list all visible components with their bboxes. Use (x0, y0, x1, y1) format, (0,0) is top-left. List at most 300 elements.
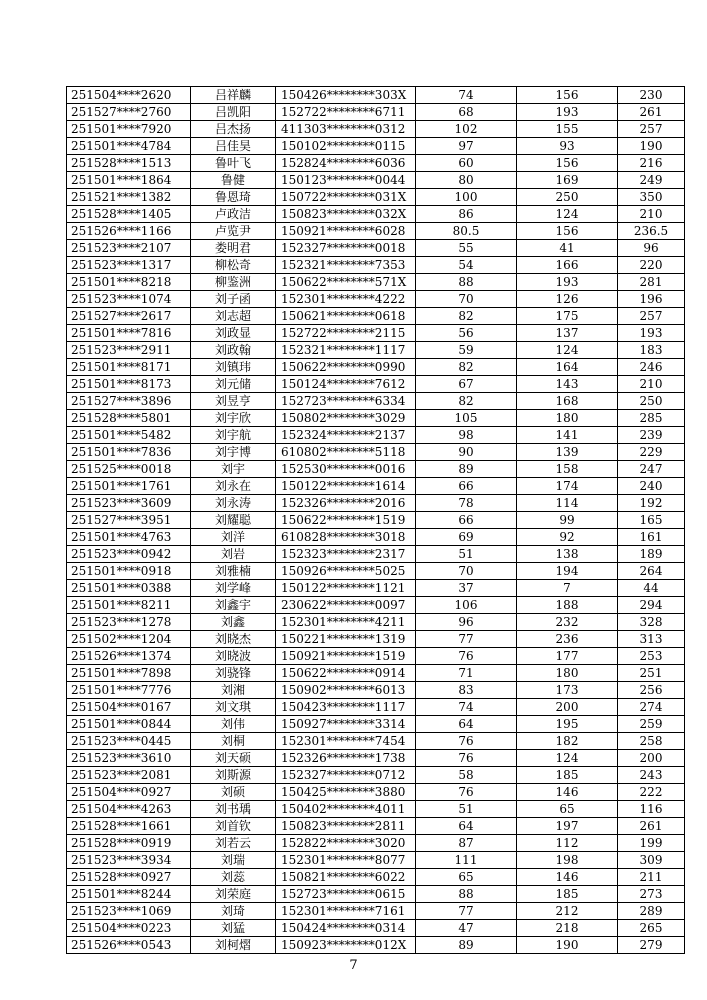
score-2-cell: 185 (517, 767, 618, 784)
total-score-cell: 210 (618, 206, 685, 223)
score-1-cell: 82 (416, 308, 517, 325)
total-score-cell: 199 (618, 835, 685, 852)
score-1-cell: 102 (416, 121, 517, 138)
score-1-cell: 54 (416, 257, 517, 274)
score-1-cell: 58 (416, 767, 517, 784)
name-cell: 刘学峰 (191, 580, 276, 597)
total-score-cell: 210 (618, 376, 685, 393)
exam-number-cell: 251527****3951 (67, 512, 191, 529)
score-1-cell: 66 (416, 478, 517, 495)
table-row (67, 733, 685, 750)
score-1-cell: 87 (416, 835, 517, 852)
name-cell: 刘猛 (191, 920, 276, 937)
exam-number-cell: 251501****1761 (67, 478, 191, 495)
score-2-cell: 146 (517, 869, 618, 886)
score-1-cell: 98 (416, 427, 517, 444)
name-cell: 刘昱亨 (191, 393, 276, 410)
id-card-cell: 152301********4211 (276, 614, 416, 631)
exam-number-cell: 251523****1317 (67, 257, 191, 274)
name-cell: 刘永涛 (191, 495, 276, 512)
id-card-cell: 150102********0115 (276, 138, 416, 155)
name-cell: 刘志超 (191, 308, 276, 325)
id-card-cell: 150722********031X (276, 189, 416, 206)
table-row (67, 597, 685, 614)
id-card-cell: 152722********6711 (276, 104, 416, 121)
table-row (67, 546, 685, 563)
total-score-cell: 216 (618, 155, 685, 172)
score-1-cell: 90 (416, 444, 517, 461)
name-cell: 刘洋 (191, 529, 276, 546)
id-card-cell: 150424********0314 (276, 920, 416, 937)
total-score-cell: 350 (618, 189, 685, 206)
table-row (67, 495, 685, 512)
score-1-cell: 47 (416, 920, 517, 937)
total-score-cell: 96 (618, 240, 685, 257)
exam-number-cell: 251501****8173 (67, 376, 191, 393)
total-score-cell: 328 (618, 614, 685, 631)
score-1-cell: 65 (416, 869, 517, 886)
exam-number-cell: 251523****1278 (67, 614, 191, 631)
table-row (67, 172, 685, 189)
total-score-cell: 273 (618, 886, 685, 903)
total-score-cell: 229 (618, 444, 685, 461)
score-2-cell: 180 (517, 410, 618, 427)
id-card-cell: 150622********571X (276, 274, 416, 291)
exam-number-cell: 251526****1166 (67, 223, 191, 240)
score-1-cell: 70 (416, 291, 517, 308)
id-card-cell: 152321********1117 (276, 342, 416, 359)
table-row (67, 750, 685, 767)
exam-number-cell: 251504****0927 (67, 784, 191, 801)
name-cell: 刘宇博 (191, 444, 276, 461)
total-score-cell: 193 (618, 325, 685, 342)
score-2-cell: 41 (517, 240, 618, 257)
total-score-cell: 239 (618, 427, 685, 444)
score-2-cell: 139 (517, 444, 618, 461)
score-1-cell: 66 (416, 512, 517, 529)
score-1-cell: 83 (416, 682, 517, 699)
id-card-cell: 152324********2137 (276, 427, 416, 444)
score-2-cell: 7 (517, 580, 618, 597)
id-card-cell: 610802********5118 (276, 444, 416, 461)
name-cell: 刘晓波 (191, 648, 276, 665)
table-row (67, 461, 685, 478)
exam-number-cell: 251504****4263 (67, 801, 191, 818)
score-table (66, 86, 685, 954)
name-cell: 鲁叶飞 (191, 155, 276, 172)
score-2-cell: 164 (517, 359, 618, 376)
score-2-cell: 236 (517, 631, 618, 648)
id-card-cell: 150122********1614 (276, 478, 416, 495)
score-2-cell: 126 (517, 291, 618, 308)
total-score-cell: 265 (618, 920, 685, 937)
score-1-cell: 68 (416, 104, 517, 121)
table-row (67, 529, 685, 546)
table-row (67, 886, 685, 903)
score-1-cell: 106 (416, 597, 517, 614)
exam-number-cell: 251525****0018 (67, 461, 191, 478)
score-1-cell: 89 (416, 937, 517, 954)
score-2-cell: 173 (517, 682, 618, 699)
exam-number-cell: 251523****0445 (67, 733, 191, 750)
name-cell: 刘鑫宇 (191, 597, 276, 614)
table-row (67, 325, 685, 342)
id-card-cell: 150425********3880 (276, 784, 416, 801)
score-2-cell: 156 (517, 155, 618, 172)
table-row (67, 359, 685, 376)
id-card-cell: 150622********1519 (276, 512, 416, 529)
name-cell: 刘柯熠 (191, 937, 276, 954)
score-1-cell: 55 (416, 240, 517, 257)
table-row (67, 648, 685, 665)
id-card-cell: 150921********1519 (276, 648, 416, 665)
score-1-cell: 77 (416, 631, 517, 648)
exam-number-cell: 251521****1382 (67, 189, 191, 206)
table-row (67, 903, 685, 920)
table-row (67, 614, 685, 631)
name-cell: 刘斯源 (191, 767, 276, 784)
table-row (67, 631, 685, 648)
score-1-cell: 59 (416, 342, 517, 359)
table-row (67, 869, 685, 886)
score-2-cell: 124 (517, 342, 618, 359)
exam-number-cell: 251501****8244 (67, 886, 191, 903)
score-2-cell: 124 (517, 206, 618, 223)
name-cell: 刘瑞 (191, 852, 276, 869)
total-score-cell: 161 (618, 529, 685, 546)
score-1-cell: 76 (416, 784, 517, 801)
name-cell: 吕佳昊 (191, 138, 276, 155)
score-1-cell: 78 (416, 495, 517, 512)
exam-number-cell: 251501****1864 (67, 172, 191, 189)
name-cell: 卢览尹 (191, 223, 276, 240)
total-score-cell: 44 (618, 580, 685, 597)
total-score-cell: 230 (618, 87, 685, 104)
exam-number-cell: 251528****0919 (67, 835, 191, 852)
name-cell: 刘琦 (191, 903, 276, 920)
total-score-cell: 190 (618, 138, 685, 155)
table-row (67, 767, 685, 784)
page-number: 7 (349, 958, 358, 973)
score-2-cell: 195 (517, 716, 618, 733)
score-1-cell: 80 (416, 172, 517, 189)
score-2-cell: 112 (517, 835, 618, 852)
name-cell: 刘文琪 (191, 699, 276, 716)
id-card-cell: 152301********7161 (276, 903, 416, 920)
score-1-cell: 64 (416, 818, 517, 835)
total-score-cell: 246 (618, 359, 685, 376)
id-card-cell: 150423********1117 (276, 699, 416, 716)
table-row (67, 852, 685, 869)
exam-number-cell: 251528****5801 (67, 410, 191, 427)
score-1-cell: 60 (416, 155, 517, 172)
score-1-cell: 64 (416, 716, 517, 733)
total-score-cell: 200 (618, 750, 685, 767)
exam-number-cell: 251528****1405 (67, 206, 191, 223)
name-cell: 刘永在 (191, 478, 276, 495)
exam-number-cell: 251501****7836 (67, 444, 191, 461)
score-1-cell: 77 (416, 903, 517, 920)
total-score-cell: 285 (618, 410, 685, 427)
exam-number-cell: 251523****2911 (67, 342, 191, 359)
name-cell: 刘骁锋 (191, 665, 276, 682)
id-card-cell: 150622********0990 (276, 359, 416, 376)
exam-number-cell: 251523****2081 (67, 767, 191, 784)
table-row (67, 444, 685, 461)
id-card-cell: 150823********2811 (276, 818, 416, 835)
score-2-cell: 198 (517, 852, 618, 869)
id-card-cell: 150621********0618 (276, 308, 416, 325)
score-2-cell: 197 (517, 818, 618, 835)
name-cell: 刘若云 (191, 835, 276, 852)
total-score-cell: 253 (618, 648, 685, 665)
score-1-cell: 96 (416, 614, 517, 631)
exam-number-cell: 251527****2617 (67, 308, 191, 325)
table-row (67, 937, 685, 954)
name-cell: 刘书瑀 (191, 801, 276, 818)
name-cell: 刘首钦 (191, 818, 276, 835)
name-cell: 刘蕊 (191, 869, 276, 886)
total-score-cell: 249 (618, 172, 685, 189)
score-2-cell: 146 (517, 784, 618, 801)
score-2-cell: 194 (517, 563, 618, 580)
total-score-cell: 261 (618, 818, 685, 835)
score-1-cell: 51 (416, 546, 517, 563)
exam-number-cell: 251501****4784 (67, 138, 191, 155)
total-score-cell: 281 (618, 274, 685, 291)
score-1-cell: 76 (416, 648, 517, 665)
name-cell: 刘桐 (191, 733, 276, 750)
total-score-cell: 211 (618, 869, 685, 886)
total-score-cell: 256 (618, 682, 685, 699)
total-score-cell: 309 (618, 852, 685, 869)
total-score-cell: 258 (618, 733, 685, 750)
score-1-cell: 97 (416, 138, 517, 155)
exam-number-cell: 251528****1661 (67, 818, 191, 835)
name-cell: 刘荣庭 (191, 886, 276, 903)
score-1-cell: 51 (416, 801, 517, 818)
name-cell: 刘宇航 (191, 427, 276, 444)
exam-number-cell: 251528****0927 (67, 869, 191, 886)
name-cell: 刘伟 (191, 716, 276, 733)
total-score-cell: 257 (618, 121, 685, 138)
score-2-cell: 99 (517, 512, 618, 529)
table-row (67, 155, 685, 172)
total-score-cell: 257 (618, 308, 685, 325)
total-score-cell: 189 (618, 546, 685, 563)
score-1-cell: 69 (416, 529, 517, 546)
exam-number-cell: 251523****1074 (67, 291, 191, 308)
id-card-cell: 150802********3029 (276, 410, 416, 427)
score-2-cell: 124 (517, 750, 618, 767)
total-score-cell: 250 (618, 393, 685, 410)
score-2-cell: 190 (517, 937, 618, 954)
name-cell: 鲁恩琦 (191, 189, 276, 206)
score-2-cell: 188 (517, 597, 618, 614)
score-1-cell: 82 (416, 393, 517, 410)
name-cell: 柳鉴洲 (191, 274, 276, 291)
id-card-cell: 152327********0018 (276, 240, 416, 257)
id-card-cell: 411303********0312 (276, 121, 416, 138)
table-row (67, 665, 685, 682)
name-cell: 卢政洁 (191, 206, 276, 223)
table-row (67, 818, 685, 835)
id-card-cell: 152301********7454 (276, 733, 416, 750)
score-2-cell: 156 (517, 223, 618, 240)
score-2-cell: 193 (517, 104, 618, 121)
score-2-cell: 166 (517, 257, 618, 274)
total-score-cell: 183 (618, 342, 685, 359)
score-1-cell: 76 (416, 750, 517, 767)
name-cell: 刘政翰 (191, 342, 276, 359)
score-1-cell: 74 (416, 699, 517, 716)
total-score-cell: 116 (618, 801, 685, 818)
total-score-cell: 259 (618, 716, 685, 733)
name-cell: 刘耀聪 (191, 512, 276, 529)
exam-number-cell: 251526****1374 (67, 648, 191, 665)
name-cell: 刘宇欣 (191, 410, 276, 427)
score-2-cell: 138 (517, 546, 618, 563)
name-cell: 刘子函 (191, 291, 276, 308)
score-2-cell: 232 (517, 614, 618, 631)
table-row (67, 342, 685, 359)
total-score-cell: 192 (618, 495, 685, 512)
table-row (67, 682, 685, 699)
exam-number-cell: 251527****3896 (67, 393, 191, 410)
table-row (67, 223, 685, 240)
id-card-cell: 152327********0712 (276, 767, 416, 784)
score-2-cell: 137 (517, 325, 618, 342)
name-cell: 刘鑫 (191, 614, 276, 631)
table-row (67, 478, 685, 495)
table-row (67, 257, 685, 274)
table-row (67, 801, 685, 818)
score-2-cell: 169 (517, 172, 618, 189)
name-cell: 刘政显 (191, 325, 276, 342)
id-card-cell: 150402********4011 (276, 801, 416, 818)
score-1-cell: 111 (416, 852, 517, 869)
score-2-cell: 185 (517, 886, 618, 903)
total-score-cell: 274 (618, 699, 685, 716)
score-2-cell: 114 (517, 495, 618, 512)
score-2-cell: 175 (517, 308, 618, 325)
exam-number-cell: 251504****0223 (67, 920, 191, 937)
table-row (67, 784, 685, 801)
table-row (67, 189, 685, 206)
score-2-cell: 143 (517, 376, 618, 393)
id-card-cell: 152323********2317 (276, 546, 416, 563)
exam-number-cell: 251501****8218 (67, 274, 191, 291)
total-score-cell: 264 (618, 563, 685, 580)
exam-number-cell: 251504****2620 (67, 87, 191, 104)
score-2-cell: 218 (517, 920, 618, 937)
id-card-cell: 152824********6036 (276, 155, 416, 172)
table-row (67, 240, 685, 257)
id-card-cell: 150927********3314 (276, 716, 416, 733)
exam-number-cell: 251523****0942 (67, 546, 191, 563)
table-row (67, 920, 685, 937)
score-2-cell: 212 (517, 903, 618, 920)
id-card-cell: 152822********3020 (276, 835, 416, 852)
exam-number-cell: 251523****2107 (67, 240, 191, 257)
score-1-cell: 80.5 (416, 223, 517, 240)
total-score-cell: 220 (618, 257, 685, 274)
total-score-cell: 251 (618, 665, 685, 682)
id-card-cell: 150823********032X (276, 206, 416, 223)
total-score-cell: 261 (618, 104, 685, 121)
name-cell: 吕祥麟 (191, 87, 276, 104)
id-card-cell: 152301********8077 (276, 852, 416, 869)
id-card-cell: 150821********6022 (276, 869, 416, 886)
exam-number-cell: 251501****5482 (67, 427, 191, 444)
score-1-cell: 76 (416, 733, 517, 750)
id-card-cell: 610828********3018 (276, 529, 416, 546)
score-2-cell: 92 (517, 529, 618, 546)
exam-number-cell: 251523****1069 (67, 903, 191, 920)
exam-number-cell: 251501****8211 (67, 597, 191, 614)
table-row (67, 716, 685, 733)
name-cell: 刘硕 (191, 784, 276, 801)
id-card-cell: 152722********2115 (276, 325, 416, 342)
exam-number-cell: 251528****1513 (67, 155, 191, 172)
table-row (67, 308, 685, 325)
name-cell: 鲁健 (191, 172, 276, 189)
score-2-cell: 182 (517, 733, 618, 750)
score-2-cell: 193 (517, 274, 618, 291)
score-1-cell: 89 (416, 461, 517, 478)
exam-number-cell: 251527****2760 (67, 104, 191, 121)
score-2-cell: 155 (517, 121, 618, 138)
score-1-cell: 105 (416, 410, 517, 427)
total-score-cell: 240 (618, 478, 685, 495)
score-1-cell: 67 (416, 376, 517, 393)
table-row (67, 835, 685, 852)
id-card-cell: 150221********1319 (276, 631, 416, 648)
exam-number-cell: 251501****7920 (67, 121, 191, 138)
total-score-cell: 165 (618, 512, 685, 529)
total-score-cell: 243 (618, 767, 685, 784)
id-card-cell: 150426********303X (276, 87, 416, 104)
name-cell: 刘晓杰 (191, 631, 276, 648)
table-row (67, 87, 685, 104)
id-card-cell: 150902********6013 (276, 682, 416, 699)
total-score-cell: 289 (618, 903, 685, 920)
id-card-cell: 150622********0914 (276, 665, 416, 682)
score-1-cell: 56 (416, 325, 517, 342)
exam-number-cell: 251501****7776 (67, 682, 191, 699)
table-row (67, 563, 685, 580)
score-2-cell: 156 (517, 87, 618, 104)
name-cell: 吕杰扬 (191, 121, 276, 138)
exam-number-cell: 251523****3609 (67, 495, 191, 512)
id-card-cell: 150124********7612 (276, 376, 416, 393)
total-score-cell: 236.5 (618, 223, 685, 240)
score-2-cell: 174 (517, 478, 618, 495)
score-2-cell: 158 (517, 461, 618, 478)
id-card-cell: 152723********6334 (276, 393, 416, 410)
id-card-cell: 152326********1738 (276, 750, 416, 767)
total-score-cell: 196 (618, 291, 685, 308)
table-row (67, 393, 685, 410)
exam-number-cell: 251501****0388 (67, 580, 191, 597)
table-row (67, 512, 685, 529)
score-2-cell: 65 (517, 801, 618, 818)
table-row (67, 376, 685, 393)
id-card-cell: 150926********5025 (276, 563, 416, 580)
id-card-cell: 152530********0016 (276, 461, 416, 478)
name-cell: 刘宇 (191, 461, 276, 478)
total-score-cell: 294 (618, 597, 685, 614)
